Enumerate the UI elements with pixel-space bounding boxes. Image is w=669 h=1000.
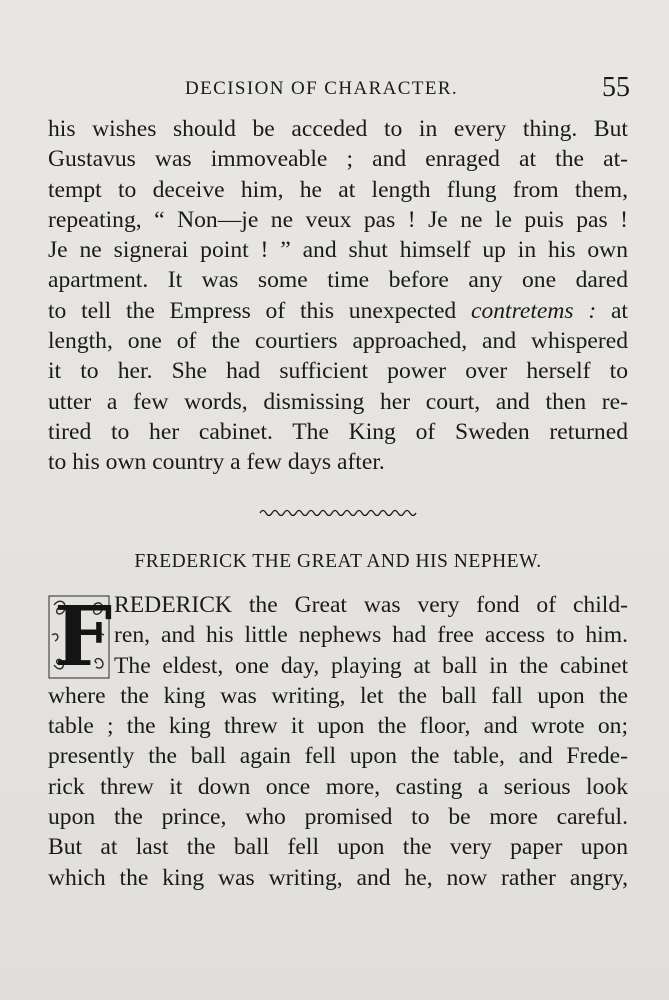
section-title: FREDERICK THE GREAT AND HIS NEPHEW.: [134, 551, 542, 572]
text-line: REDERICK the Great was very fond of child-: [114, 592, 628, 618]
page-number: 55: [602, 72, 630, 103]
text-line: tempt to deceive him, he at length flung from them,: [48, 176, 628, 203]
text-line: Gustavus was immoveable ; and enraged at the at-: [48, 146, 628, 173]
text-line: But at last the ball fell upon the very paper upon: [48, 834, 628, 861]
text-segment: at: [596, 297, 628, 324]
text-line: tired to her cabinet. The King of Sweden returned: [48, 418, 628, 445]
paragraph-frederick: [48, 590, 628, 893]
text-line: utter a few words, dismissing her court, and then re-: [48, 388, 628, 415]
italic-word: contretems :: [470, 297, 597, 324]
text-line: it to her. She had sufficient power over herself to: [48, 358, 628, 385]
text-line: [48, 296, 628, 326]
text-line: upon the prince, who promised to be more careful.: [48, 804, 628, 831]
text-line: repeating, “ Non—je ne veux pas ! Je ne le puis pas !: [48, 206, 628, 233]
text-line: where the king was writing, let the ball fall upon the: [48, 682, 628, 709]
text-line: his wishes should be acceded to in every thing. But: [48, 116, 628, 142]
text-line: apartment. It was some time before any one dared: [48, 267, 628, 294]
initial-letter: F: [54, 589, 113, 685]
text-line: The eldest, one day, playing at ball in the cabinet: [114, 652, 628, 679]
paragraph-continuation: [48, 114, 628, 478]
text-line: ren, and his little nephews had free access to him.: [114, 622, 628, 649]
text-line: which the king was writing, and he, now rather angry,: [48, 864, 628, 891]
text-line: rick threw it down once more, casting a serious look: [48, 773, 628, 800]
text-line: length, one of the courtiers approached, and whispered: [48, 328, 628, 355]
running-head: DECISION OF CHARACTER.: [185, 78, 459, 99]
text-segment: to tell the Empress of this unexpected: [48, 297, 471, 324]
text-line: table ; the king threw it upon the floor, and wrote on;: [48, 713, 628, 740]
text-line: to his own country a few days after.: [48, 449, 385, 476]
text-line: Je ne signerai point ! ” and shut himself up in his own: [48, 237, 628, 264]
page-header: [48, 74, 630, 104]
text-line: presently the ball again fell upon the table, and Frede-: [48, 743, 628, 770]
wavy-ornament-divider: [258, 505, 418, 521]
